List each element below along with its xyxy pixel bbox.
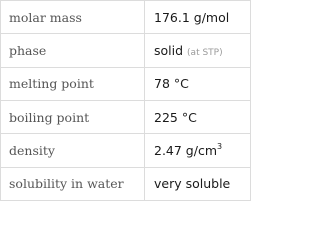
table-row-molar-mass: [1, 1, 251, 34]
density-value: 2.47 g/cm: [154, 142, 218, 158]
table-row-melting-point: [1, 67, 251, 100]
molar-mass-value: 176.1 g/mol: [154, 9, 230, 25]
row-label: molar mass: [1, 1, 145, 34]
table-row-phase: [1, 34, 251, 67]
row-value: [145, 67, 251, 100]
row-value: [145, 167, 251, 200]
row-label: melting point: [1, 67, 145, 100]
melting-point-value: 78 °C: [154, 76, 189, 92]
boiling-point-value: 225 °C: [154, 109, 197, 125]
phase-condition-note: (at STP): [187, 47, 223, 58]
row-value: [145, 1, 251, 34]
table-row-density: [1, 134, 251, 167]
row-value: [145, 134, 251, 167]
density-exponent: 3: [217, 141, 223, 151]
row-value: [145, 100, 251, 133]
table-row-solubility: [1, 167, 251, 200]
row-label: phase: [1, 34, 145, 67]
solubility-value: very soluble: [154, 176, 231, 192]
row-value: [145, 34, 251, 67]
row-label: solubility in water: [1, 167, 145, 200]
row-label: density: [1, 134, 145, 167]
row-label: boiling point: [1, 100, 145, 133]
phase-value: solid: [154, 42, 184, 58]
table-row-boiling-point: [1, 100, 251, 133]
